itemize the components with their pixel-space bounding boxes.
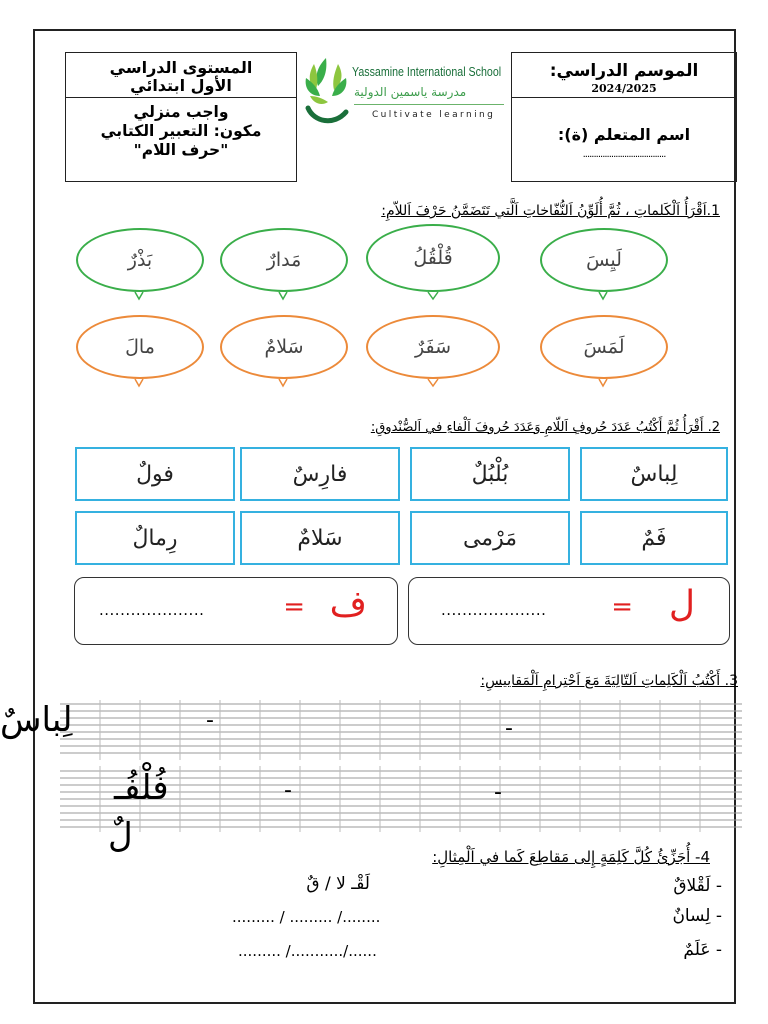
balloon-word: بَذْرٌ bbox=[127, 249, 153, 271]
balloon-word: سَلامٌ bbox=[264, 336, 304, 358]
guide-dash: - bbox=[505, 716, 513, 741]
equals-sign: = bbox=[611, 592, 633, 622]
word-box bbox=[580, 511, 728, 565]
guide-dash: - bbox=[284, 778, 292, 803]
q4-answer-field[interactable]: ......... / ......... /........ bbox=[232, 908, 381, 926]
model-word-2-part-a: فُلْفُـ bbox=[114, 768, 169, 808]
fa-letter: ف bbox=[329, 584, 367, 625]
season-value: 2024/2025 bbox=[591, 82, 657, 95]
q4-title: 4- أُجَزِّئُ كُلَّ كَلِمَةٍ إِلى مَقاطِعَ كَما في اَلْمِثالِ: bbox=[432, 848, 710, 866]
word-text: رِمالٌ bbox=[132, 525, 178, 551]
guide-dash: - bbox=[206, 708, 214, 733]
word-box bbox=[240, 511, 400, 565]
balloon[interactable] bbox=[76, 315, 204, 379]
word-text: فارِسٌ bbox=[292, 461, 348, 487]
balloon-word: مالَ bbox=[125, 336, 155, 358]
model-word-1: لِباسٌ bbox=[0, 700, 73, 740]
balloon[interactable] bbox=[540, 315, 668, 379]
word-text: فولٌ bbox=[136, 461, 174, 487]
q4-answer-example: لَقْـ لا / قٌ bbox=[306, 874, 370, 894]
word-box bbox=[75, 511, 235, 565]
q1-title: 1.اَقْرَأُ اَلْكَلماتِ ، ثُمَّ أُلَوِّنُ اَلنُّفّاخاتِ اَلَّتي تَتَضَمَّنُ حَرْفَ اَللاّمِ: bbox=[381, 203, 720, 219]
season-label: الموسم الدراسي: bbox=[549, 61, 699, 81]
q2-title: 2. أَقْرَأُ ثُمَّ أَكْتُبُ عَدَدَ حُروفِ اَللّامِ وَعَدَدَ حُروفَ اَلْفاءِ في اَلصُّنْدوقِ: bbox=[370, 420, 720, 435]
word-text: بُلْبُلٌ bbox=[471, 461, 509, 487]
word-box bbox=[75, 447, 235, 501]
q4-word: - لِسانٌ bbox=[672, 906, 722, 926]
component-label: مكون: التعبير الكتابي bbox=[100, 122, 262, 140]
q3-title: 3. أَكْتُبُ اَلْكَلِماتِ اَلتّالِيَةَ مَعَ اَحْتِرامِ اَلْمَقاييسِ: bbox=[480, 673, 738, 689]
q4-word: - لَقْلاقٌ bbox=[673, 876, 722, 896]
equals-sign: = bbox=[283, 592, 305, 622]
word-box bbox=[410, 447, 570, 501]
school-name-ar: مدرسة ياسمين الدولية bbox=[354, 85, 467, 99]
model-word-2-part-b: لٌ bbox=[108, 816, 133, 856]
school-name-en: Yassamine International School bbox=[352, 64, 502, 79]
level-value: الأول ابتدائي bbox=[130, 76, 232, 95]
balloon[interactable] bbox=[220, 315, 348, 379]
q4-word: - عَلَمٌ bbox=[683, 940, 722, 960]
guide-dash: - bbox=[494, 780, 502, 805]
balloon-word: قُلْقُلُ bbox=[413, 247, 453, 269]
fa-count-box[interactable] bbox=[74, 577, 398, 645]
student-name-field[interactable]: ...................................... bbox=[582, 149, 666, 160]
word-box bbox=[580, 447, 728, 501]
word-text: مَرْمى bbox=[462, 525, 518, 551]
balloon-word: لَيِسَ bbox=[586, 249, 622, 271]
word-text: لِباسٌ bbox=[630, 461, 678, 487]
q4-answer-field[interactable]: ......... /.........../...... bbox=[238, 942, 377, 960]
lam-letter: ل bbox=[668, 584, 695, 625]
fa-answer-field[interactable]: .................... bbox=[99, 601, 205, 619]
lam-count-box[interactable] bbox=[408, 577, 730, 645]
lam-answer-field[interactable]: .................... bbox=[441, 601, 547, 619]
word-text: سَلامٌ bbox=[297, 525, 343, 551]
balloon-word: مَدارٌ bbox=[266, 249, 302, 271]
word-box bbox=[410, 511, 570, 565]
topic-label: "حرف اللام" bbox=[133, 141, 229, 159]
balloon[interactable] bbox=[366, 315, 500, 379]
word-text: فَمٌ bbox=[641, 525, 667, 551]
school-tagline: Cultivate learning bbox=[372, 110, 496, 120]
writing-lines bbox=[60, 700, 742, 834]
balloon-word: سَفَرٌ bbox=[414, 336, 451, 358]
word-box bbox=[240, 447, 400, 501]
homework-title: واجب منزلي bbox=[133, 103, 229, 121]
level-label: المستوى الدراسي bbox=[109, 58, 253, 77]
balloon-word: لَمَسَ bbox=[583, 336, 625, 358]
student-name-label: اسم المتعلم (ة): bbox=[557, 125, 691, 144]
